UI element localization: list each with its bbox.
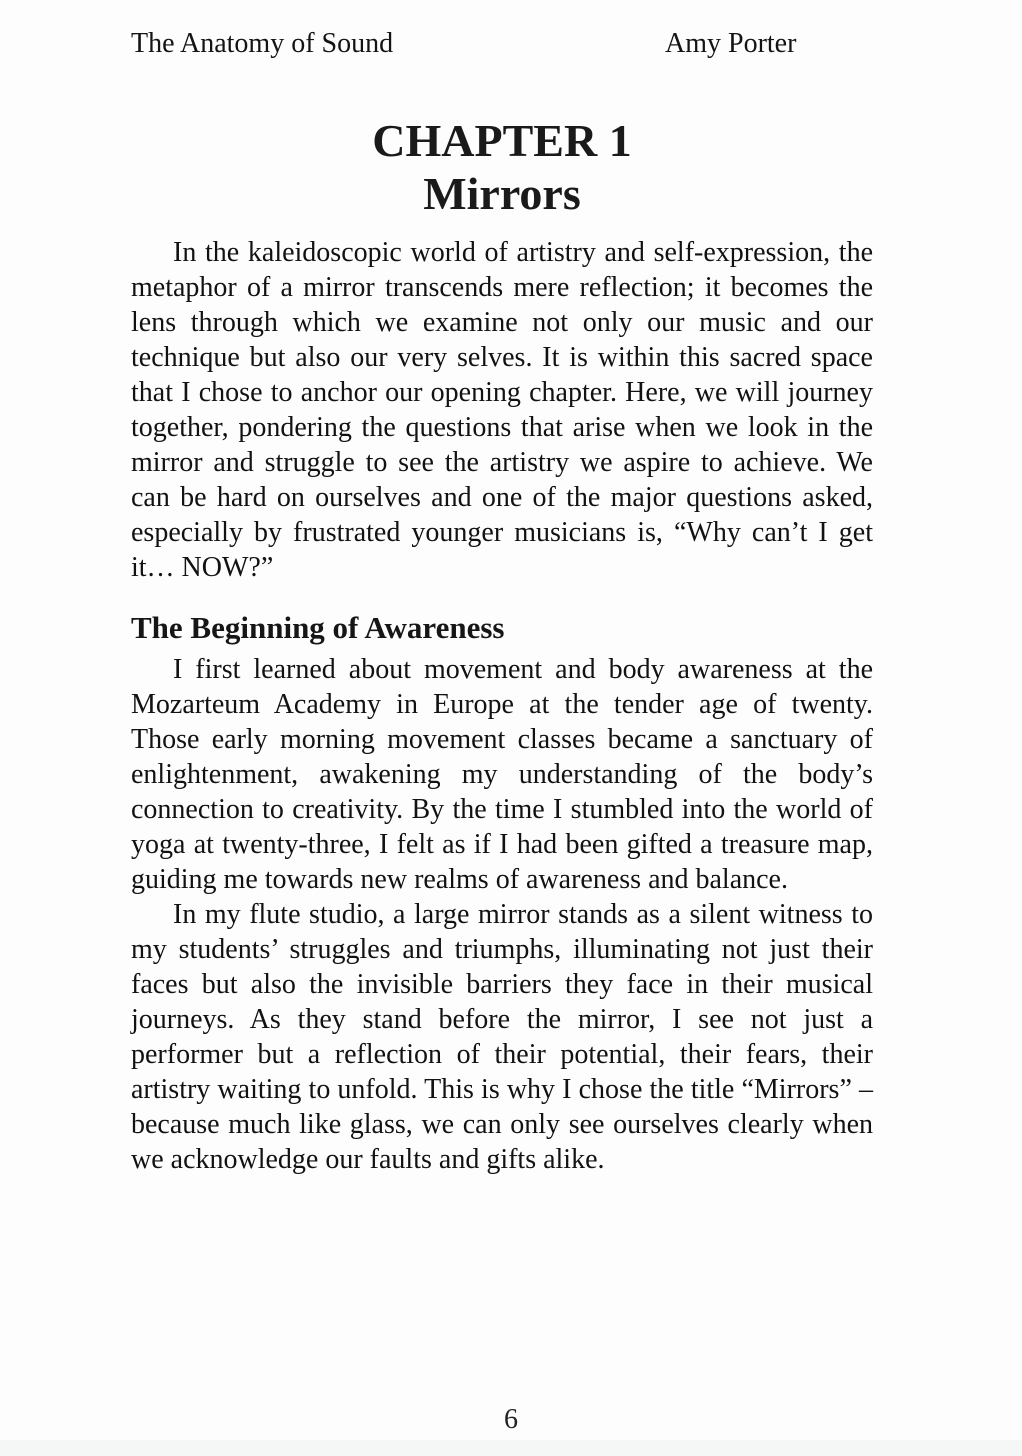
chapter-heading	[131, 114, 873, 220]
chapter-number: CHAPTER 1	[372, 115, 632, 166]
header-author: Amy Porter	[665, 28, 797, 59]
header-book-title: The Anatomy of Sound	[131, 28, 394, 59]
page-bottom-scan-band	[0, 1440, 1022, 1456]
section-heading: The Beginning of Awareness	[131, 610, 505, 645]
running-header	[131, 0, 873, 62]
page-content	[131, 0, 873, 1177]
page-number: 6	[504, 1404, 518, 1435]
paragraph-awareness-2: In my flute studio, a large mirror stands as a silent witness to my students’ struggles and triumphs, illuminating not just their faces but also the invisible barriers they face in their musical journeys. As they stand before the mirror, I see not just a performer but a reflection of their potential, their fears, their artistry waiting to unfold. This is why I chose the title “Mirrors” – because much like glass, we can only see ourselves clearly when we acknowledge our faults and gifts alike.	[131, 899, 873, 1175]
paragraph-awareness-1: I first learned about movement and body awareness at the Mozarteum Academy in Europe at the tender age of twenty. Those early morning movement classes became a sanctuary of enlightenment, awakening my understanding of the body’s connection to creativity. By the time I stumbled into the world of yoga at twenty-three, I felt as if I had been gifted a treasure map, guiding me towards new realms of awareness and balance.	[131, 654, 873, 895]
chapter-title: Mirrors	[423, 168, 581, 219]
paragraph-intro: In the kaleidoscopic world of artistry and self-expression, the metaphor of a mirror transcends mere reflection; it becomes the lens through which we examine not only our music and our technique but also our very selves. It is within this sacred space that I chose to anchor our opening chapter. Here, we will journey together, pondering the questions that arise when we look in the mirror and struggle to see the artistry we aspire to achieve. We can be hard on ourselves and one of the major questions asked, especially by frustrated younger musicians is, “Why can’t I get it… NOW?”	[131, 237, 873, 583]
body-text	[131, 235, 873, 1177]
